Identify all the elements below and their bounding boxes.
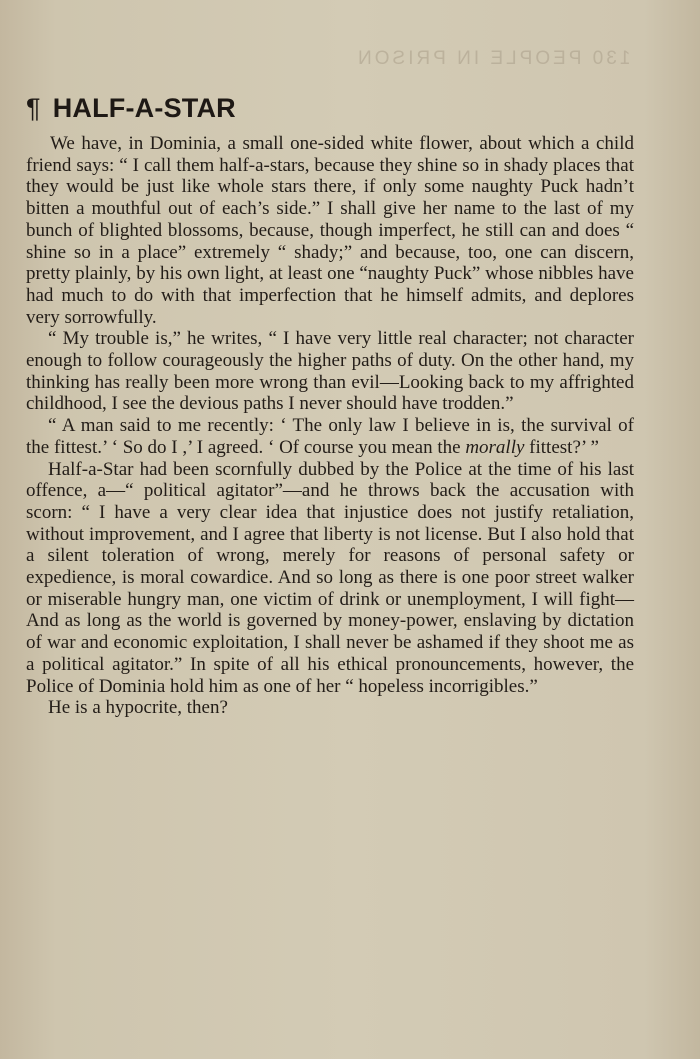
paragraph-3-italic: morally xyxy=(465,436,525,458)
section-title: HALF-A-STAR xyxy=(52,93,236,123)
paragraph-1: We have, in Dominia, a small one-sided white flower, about which a child friend says: “ I call them half-a-stars, because they shine so in shady places that they would be just like whole stars there, if only some naughty Puck hadn’t bitten a mouthful out of each’s side.” I shall give her name to the last of my bunch of blighted blossoms, because, though imperfect, he still can and does “ shine so in a place” extremely “ shady;” and because, too, one can discern, pretty plainly, by his own light, at least one “naughty Puck” whose nibbles have had much to do with that imperfection that he himself admits, and deplores very sorrowfully. xyxy=(26,133,634,328)
paragraph-3-end: fittest?’ ” xyxy=(524,436,599,458)
paragraph-3 xyxy=(26,415,634,458)
paragraph-4: Half-a-Star had been scornfully dubbed by the Police at the time of his last offence, a—“ political agitator”—and he throws back the accusation with scorn: “ I have a very clear idea that injustice does not justify retaliation, without improvement, and I agree that liberty is not license. But I also hold that a silent toleration of wrong, merely for reasons of personal safety or expedience, is moral cowardice. And so long as there is one poor street walker or miserable hungry man, one victim of drink or unemployment, I will fight—And as long as the world is governed by money-power, enslaving by dictation of war and economic exploitation, I shall never be ashamed if they shoot me as a political agitator.” In spite of all his ethical pronouncements, however, the Police of Dominia hold him as one of her “ hopeless incorrigibles.” xyxy=(26,458,634,697)
paragraph-2: “ My trouble is,” he writes, “ I have very little real character; not character enough to follow courageously the higher paths of duty. On the other hand, my thinking has really been more wrong than evil—Looking back to my affrighted childhood, I see the devious paths I never should have trodden.” xyxy=(26,328,634,415)
body-text xyxy=(26,133,634,719)
section-heading xyxy=(26,90,236,126)
paragraph-3-start: “ A man said to me recently: ‘ The only law I believe in is, the survival of the fittest.’ ‘ So do I ,’ I agreed. ‘ Of course you mean the xyxy=(26,415,634,458)
show-through-header: 130 PEOPLE IN PRISON xyxy=(354,48,630,69)
paragraph-5: He is a hypocrite, then? xyxy=(48,697,228,719)
pilcrow-mark: ¶ xyxy=(26,93,41,123)
